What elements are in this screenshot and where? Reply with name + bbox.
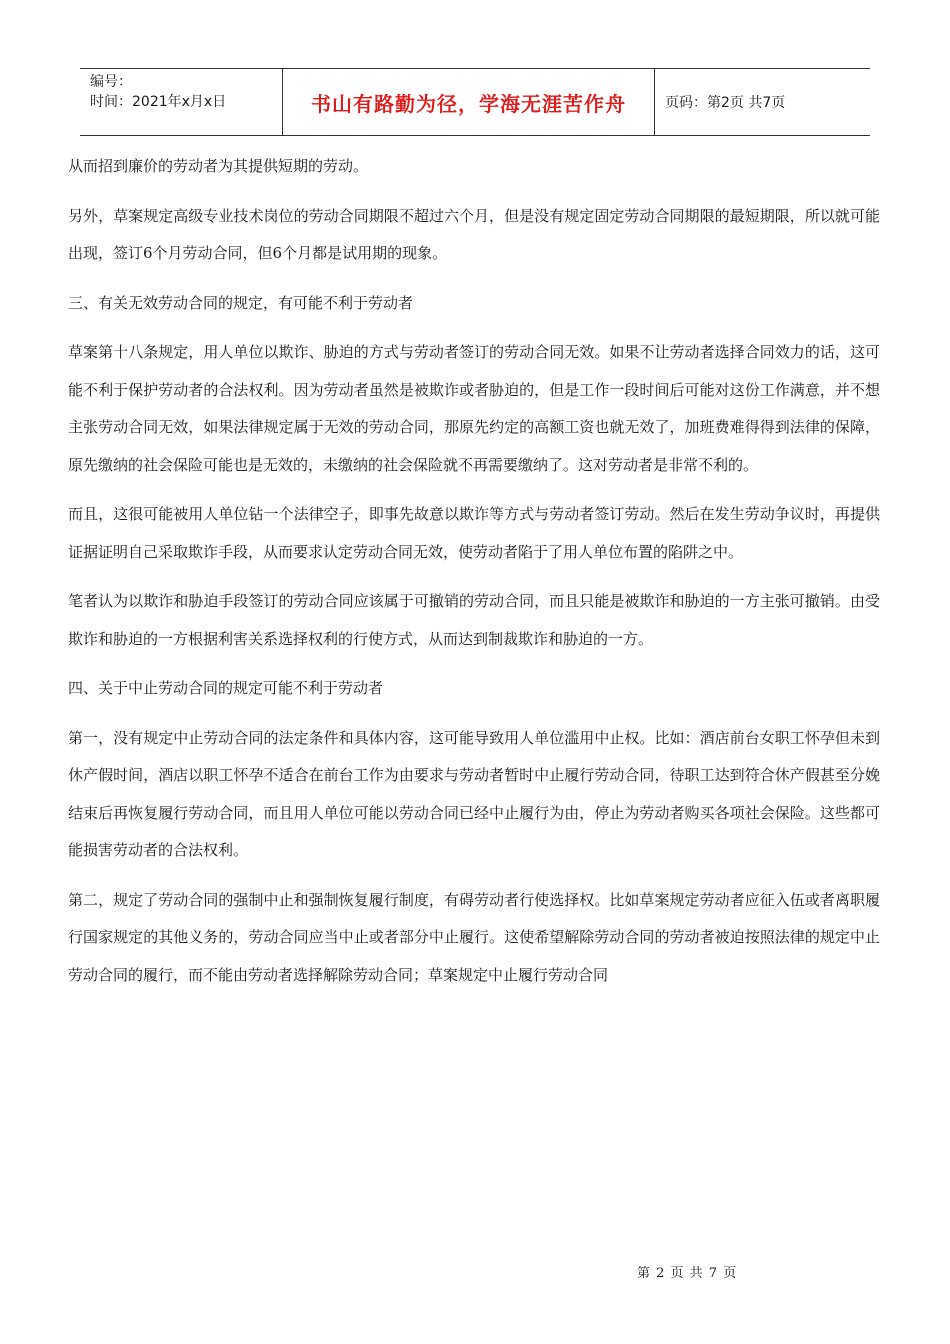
document-time: 时间：2021年x月x日 <box>90 94 227 110</box>
document-body <box>68 148 880 1006</box>
paragraph: 而且，这很可能被用人单位钻一个法律空子，即事先故意以欺诈等方式与劳动者签订劳动。然后在发生劳动争议时，再提供证据证明自己采取欺诈手段，从而要求认定劳动合同无效，使劳动者陷于了用人单位布置的陷阱之中。 <box>68 505 880 561</box>
paragraph: 从而招到廉价的劳动者为其提供短期的劳动。 <box>68 157 369 175</box>
section-heading: 三、有关无效劳动合同的规定，有可能不利于劳动者 <box>68 293 414 312</box>
paragraph: 笔者认为以欺诈和胁迫手段签订的劳动合同应该属于可撤销的劳动合同，而且只能是被欺诈和胁迫的一方主张可撤销。由受欺诈和胁迫的一方根据利害关系选择权利的行使方式，从而达到制裁欺诈和胁迫的一方。 <box>68 592 880 648</box>
paragraph: 另外，草案规定高级专业技术岗位的劳动合同期限不超过六个月，但是没有规定固定劳动合同期限的最短期限，所以就可能出现，签订6个月劳动合同，但6个月都是试用期的现象。 <box>68 206 880 262</box>
motto: 书山有路勤为径，学海无涯苦作舟 <box>311 91 626 116</box>
document-number: 编号： <box>90 74 132 90</box>
paragraph: 第二，规定了劳动合同的强制中止和强制恢复履行制度，有碍劳动者行使选择权。比如草案规定劳动者应征入伍或者离职履行国家规定的其他义务的，劳动合同应当中止或者部分中止履行。这使希望解除劳动合同的劳动者被迫按照法律的规定中止劳动合同的履行，而不能由劳动者选择解除劳动合同；草案规定中止履行劳动合同 <box>68 890 880 984</box>
paragraph: 草案第十八条规定，用人单位以欺诈、胁迫的方式与劳动者签订的劳动合同无效。如果不让劳动者选择合同效力的话，这可能不利于保护劳动者的合法权利。因为劳动者虽然是被欺诈或者胁迫的，但是工作一段时间后可能对这份工作满意，并不想主张劳动合同无效，如果法律规定属于无效的劳动合同，那原先约定的高额工资也就无效了，加班费难得得到法律的保障，原先缴纳的社会保险可能也是无效的，未缴纳的社会保险就不再需要缴纳了。这对劳动者是非常不利的。 <box>68 343 880 474</box>
header-motto-cell <box>282 69 655 135</box>
page-code: 页码：第2页 共7页 <box>665 95 786 111</box>
header-page-code <box>655 69 870 135</box>
section-heading: 四、关于中止劳动合同的规定可能不利于劳动者 <box>68 679 384 697</box>
paragraph: 第一，没有规定中止劳动合同的法定条件和具体内容，这可能导致用人单位滥用中止权。比如：酒店前台女职工怀孕但未到休产假时间，酒店以职工怀孕不适合在前台工作为由要求与劳动者暂时中止履行劳动合同，待职工达到符合休产假甚至分娩结束后再恢复履行劳动合同，而且用人单位可能以劳动合同已经中止履行为由，停止为劳动者购买各项社会保险。这些都可能损害劳动者的合法权利。 <box>68 728 880 859</box>
header-table <box>80 68 870 136</box>
header-meta <box>80 69 282 135</box>
page-footer: 第 2 页 共 7 页 <box>637 1266 738 1281</box>
